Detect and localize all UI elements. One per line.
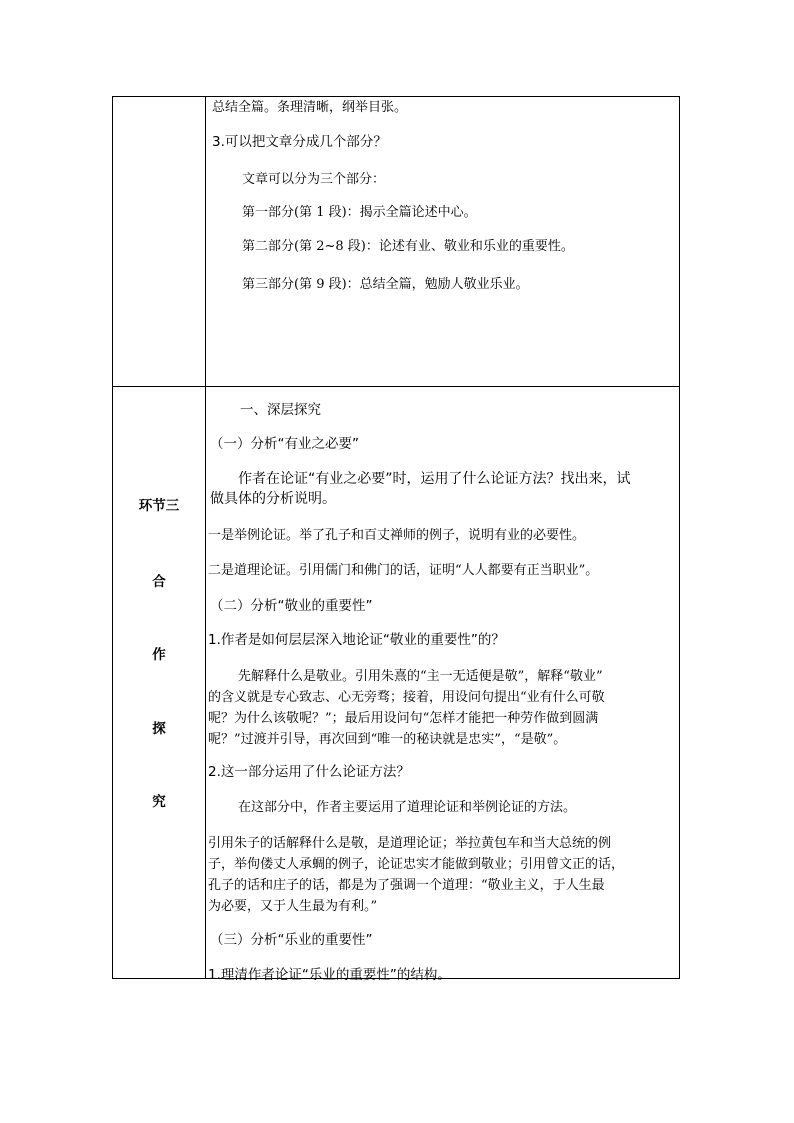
answer-text: 先解释什么是敬业。引用朱熹的“主一无适便是敬”，解释“敬业” [238,669,603,684]
text-line: 总结全篇。条理清晰，纲举目张。 [212,100,408,115]
answer-text: 二是道理论证。引用儒门和佛门的话，证明“人人都要有正当职业”。 [208,563,599,578]
stage-char: 作 [152,647,166,663]
text-line: 文章可以分为三个部分： [242,172,386,187]
stage-char: 探 [152,721,166,737]
answer-text: 的含义就是专心致志、心无旁骛；接着，用设问句提出“业有什么可敬 [208,690,605,705]
answer-text: 子，举佝偻丈人承蜩的例子，论证忠实才能做到敬业；引用曾文正的话， [208,857,625,872]
text-line: 第三部分(第 9 段)：总结全篇，勉励人敬业乐业。 [242,277,529,292]
answer-text: 孔子的话和庄子的话，都是为了强调一个道理：“敬业主义，于人生最 [208,878,605,893]
subsection-heading: （三）分析“乐业的重要性” [210,932,373,948]
answer-text: 引用朱子的话解释什么是敬，是道理论证；举拉黄包车和当大总统的例 [208,836,612,851]
table-row [113,387,680,979]
stage-title: 环节三 [138,498,180,514]
question-heading: 1.理清作者论证“乐业的重要性”的结构。 [208,967,451,983]
answer-text: 呢？为什么该敬呢？”；最后用设问句“怎样才能把一种劳作做到圆满 [208,711,599,726]
lesson-table [112,96,680,983]
subsection-heading: （一）分析“有业之必要” [210,436,359,452]
text-line: 第一部分(第 1 段)：揭示全篇论述中心。 [242,205,477,220]
question-heading: 2.这一部分运用了什么论证方法？ [208,764,410,780]
question-text: 做具体的分析说明。 [210,491,336,507]
stage-char: 合 [152,574,166,590]
subsection-heading: （二）分析“敬业的重要性” [210,598,373,614]
question-heading: 1.作者是如何层层深入地论证“敬业的重要性”的？ [208,632,505,648]
answer-text: 为必要，又于人生最为有利。” [208,899,378,914]
text-line: 第二部分(第 2~8 段)：论述有业、敬业和乐业的重要性。 [242,239,574,254]
question-text: 作者在论证“有业之必要”时，运用了什么论证方法？找出来，试 [238,471,631,487]
stage-char: 究 [152,794,166,810]
answer-text: 一是举例论证。举了孔子和百丈禅师的例子，说明有业的必要性。 [208,528,586,543]
answer-text: 在这部分中，作者主要运用了道理论证和举例论证的方法。 [238,800,577,815]
stage-cell-empty [113,97,206,387]
stage-cell [113,387,206,979]
table-row [113,97,680,387]
question-heading: 3.可以把文章分成几个部分？ [212,134,387,150]
section-heading: 一、深层探究 [240,402,321,418]
content-cell [206,387,680,983]
content-cell [206,97,680,387]
answer-text: 呢？”过渡并引导，再次回到“唯一的秘诀就是忠实”，“是敬”。 [208,732,567,747]
